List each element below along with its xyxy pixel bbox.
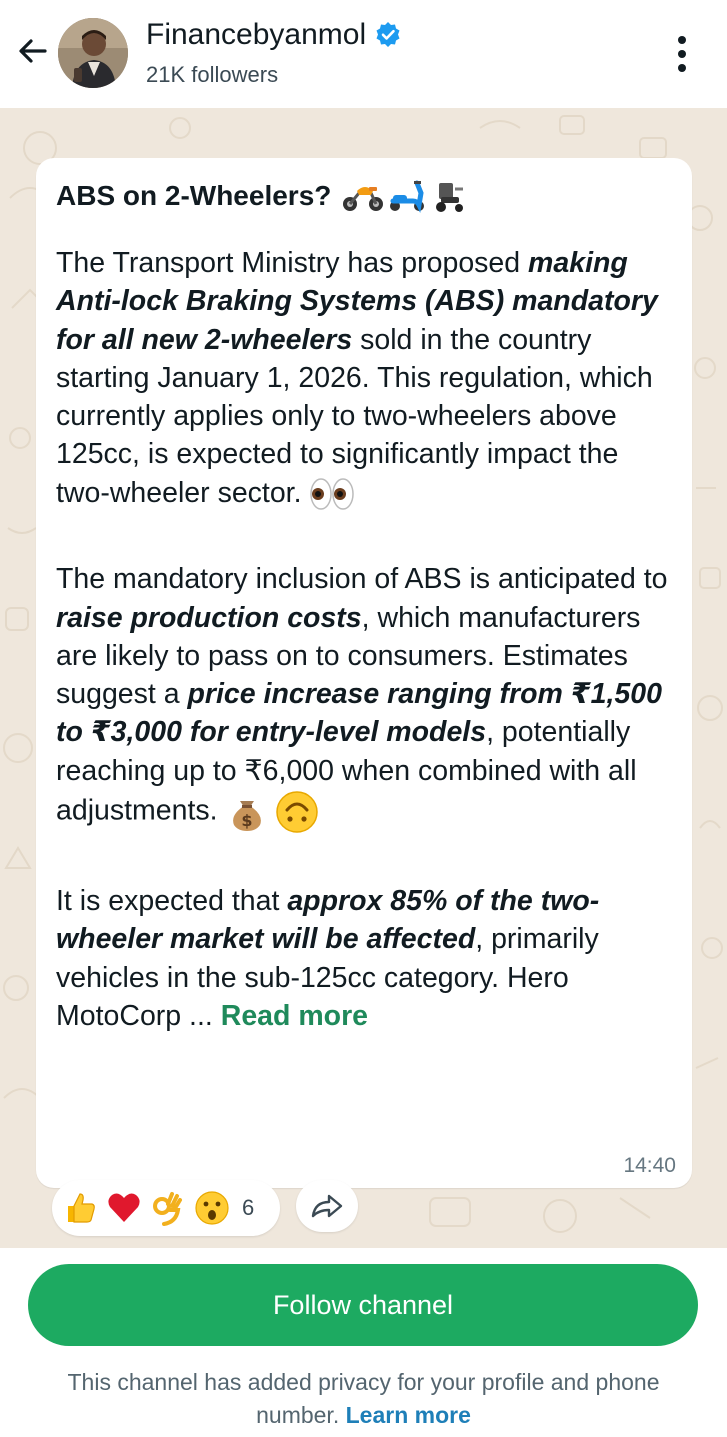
post-paragraph-2	[56, 560, 672, 834]
p2-text-c: , potentially reaching up to ₹6,000 when combined with all adjustments.	[56, 716, 637, 827]
thumbs-up-icon	[62, 1190, 98, 1226]
ok-hand-icon	[150, 1190, 186, 1226]
post-title-text: ABS on 2-Wheelers?	[56, 180, 332, 211]
eyes-icon	[309, 476, 355, 512]
more-options-button[interactable]	[660, 30, 704, 78]
channel-title[interactable]	[146, 18, 402, 52]
message-time: 14:40	[623, 1154, 676, 1177]
privacy-notice	[40, 1366, 687, 1432]
p2-emphasis-1: raise production costs	[56, 601, 362, 634]
post-paragraph-3	[56, 882, 672, 1035]
reactions-pill[interactable]	[52, 1180, 280, 1236]
forward-icon	[309, 1192, 345, 1220]
back-button[interactable]	[12, 30, 54, 72]
p1-text-end: sold in the country starting January 1, 2026. This regulation, which currently applies only to two-wheelers above 125cc, is expected to significantly impact the two-wheeler sector.	[56, 323, 653, 509]
wheelchair-icon	[429, 179, 469, 213]
surprised-face-icon	[194, 1190, 230, 1226]
channel-footer	[0, 1248, 727, 1437]
follow-channel-button[interactable]: Follow channel	[28, 1264, 698, 1346]
p3-emphasis: approx 85% of the two-wheeler market will be affected	[56, 885, 600, 956]
upside-down-face-icon	[275, 790, 319, 834]
more-vertical-icon	[678, 36, 686, 44]
channel-post-bubble[interactable]	[36, 158, 692, 1188]
p2-emphasis-2: price increase ranging from ₹1,500 to ₹3,000 for entry-level models	[56, 678, 662, 749]
reaction-count: 6	[242, 1195, 255, 1220]
motorcycle-icon	[341, 179, 385, 213]
p3-text-a: It is expected that	[56, 885, 288, 918]
channel-header	[0, 0, 727, 108]
arrow-left-icon	[15, 33, 51, 69]
avatar-image	[58, 18, 128, 88]
forward-button[interactable]	[296, 1180, 358, 1232]
svg-text:$: $	[240, 811, 253, 831]
scooter-icon	[387, 179, 427, 213]
money-bag-icon	[226, 791, 268, 833]
p2-text-b: , which manufacturers are likely to pass on to consumers. Estimates suggest a	[56, 601, 641, 711]
verified-badge-icon	[374, 21, 402, 49]
menu-dot	[678, 50, 686, 58]
channel-avatar[interactable]	[58, 18, 128, 88]
p1-emphasis: making Anti-lock Braking Systems (ABS) mandatory for all new 2-wheelers	[56, 247, 658, 356]
read-more-link[interactable]: Read more	[220, 999, 369, 1032]
privacy-text: This channel has added privacy for your profile and phone number.	[67, 1369, 660, 1428]
followers-count: 21K followers	[146, 62, 279, 87]
p1-text: The Transport Ministry has proposed	[56, 247, 529, 279]
p3-text-b: , primarily vehicles in the sub-125cc category. Hero MotoCorp ...	[56, 923, 599, 1032]
learn-more-link[interactable]: Learn more	[345, 1402, 471, 1428]
post-paragraph-1	[56, 244, 672, 512]
p2-text-a: The mandatory inclusion of ABS is anticipated to	[56, 563, 668, 596]
red-heart-icon	[106, 1190, 142, 1226]
title-emojis	[341, 179, 469, 213]
channel-name: Financebyanmol	[146, 18, 367, 51]
menu-dot	[678, 64, 686, 72]
post-title	[56, 176, 672, 216]
